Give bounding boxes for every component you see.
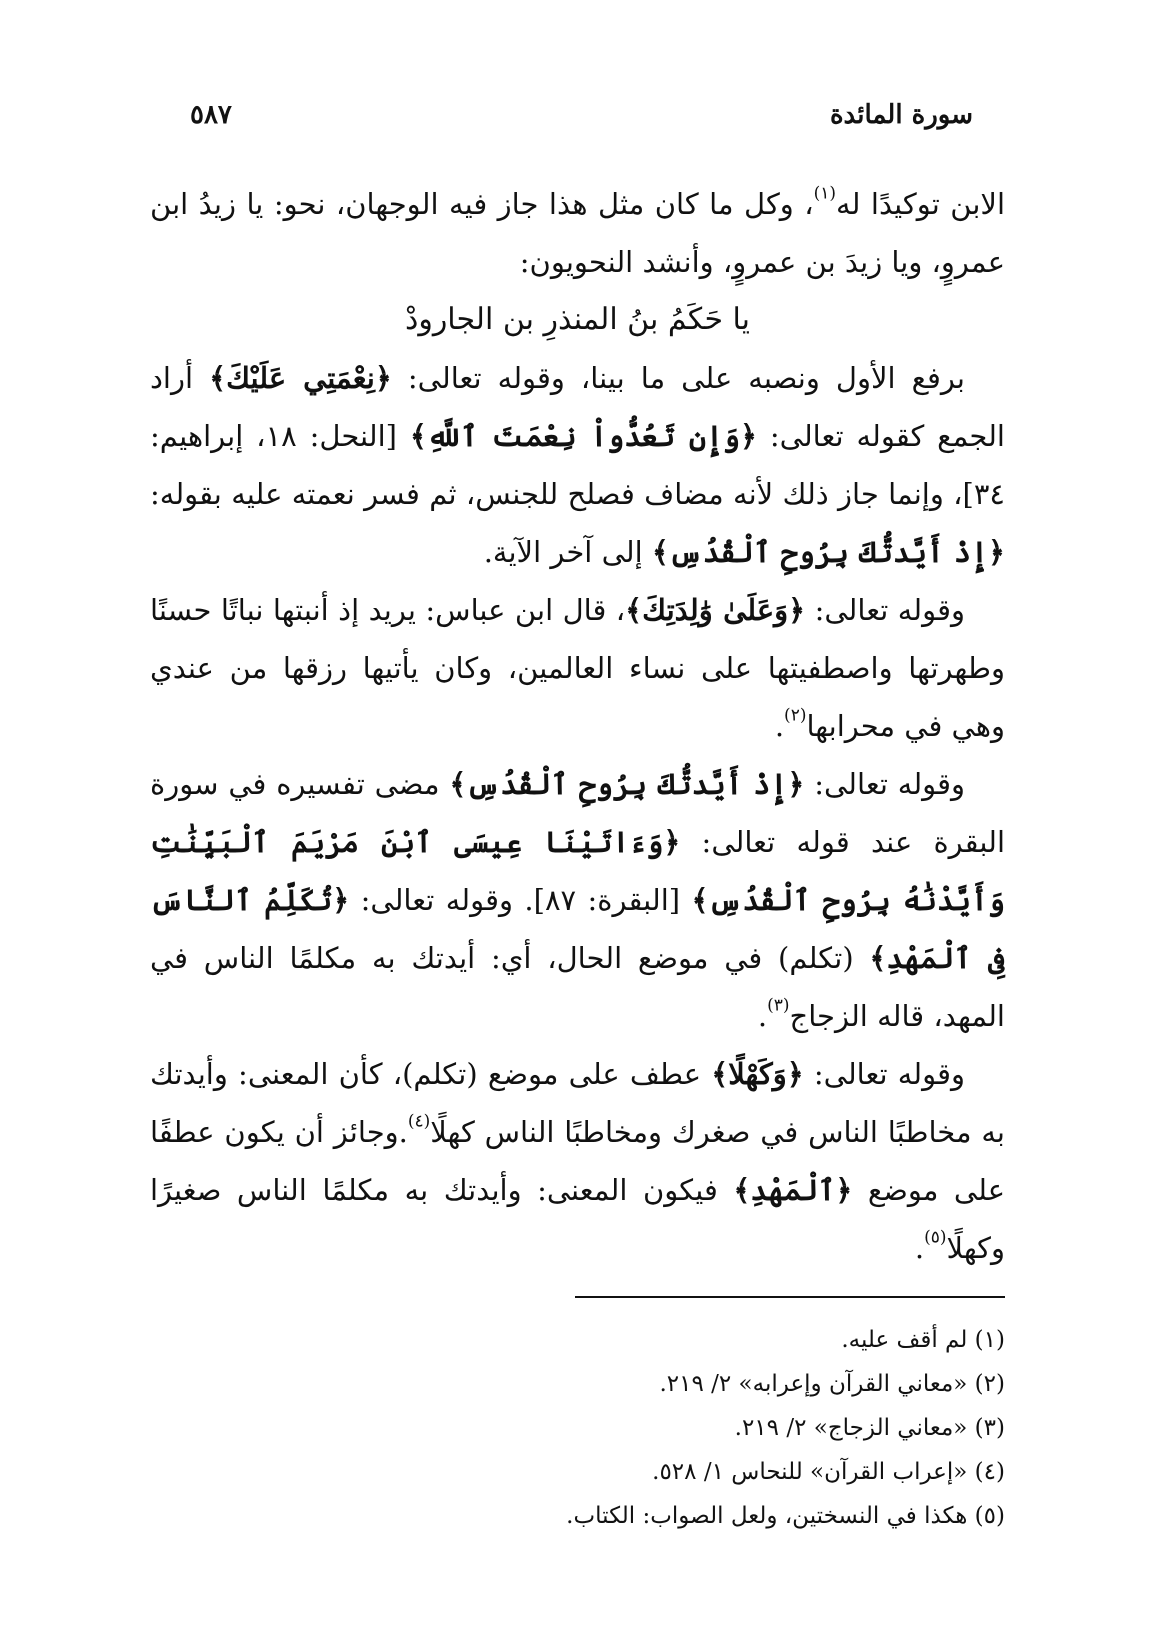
text-run: إلى آخر الآية. [483, 535, 652, 569]
text-run: فيكون المعنى: وأيدتك به مكلمًا الناس صغيرًا وكهلًا [150, 1173, 1005, 1265]
text-run: ، وكل ما كان مثل هذا جاز فيه الوجهان، نحو: يا زيدُ ابن عمروٍ، ويا زيدَ بن عمروٍ، وأنشد النحويون: [150, 187, 1005, 279]
paragraph-3 [150, 581, 1005, 755]
quran-quote: ﴿إِذْ أَيَّدتُّكَ بِرُوحِ ٱلْقُدُسِ﴾ [449, 767, 805, 801]
footnote-5: (٥) هكذا في النسختين، ولعل الصواب: الكتاب. [566, 1503, 1005, 1529]
text-run: [البقرة: ٨٧]. وقوله تعالى: [349, 883, 692, 917]
page-header [190, 100, 973, 140]
quran-quote: ﴿ٱلْمَهْدِ﴾ [733, 1173, 853, 1207]
quran-quote: ﴿إِذْ أَيَّدتُّكَ بِرُوحِ ٱلْقُدُسِ﴾ [651, 535, 1005, 569]
page-number: ٥٨٧ [190, 100, 232, 130]
surah-title: سورة المائدة [829, 100, 973, 130]
quran-quote: ﴿وَعَلَىٰ وَٰلِدَتِكَ﴾ [625, 593, 806, 627]
text-run: عطف على موضع (تكلم)، كأن المعنى: وأيدتك به مخاطبًا الناس في صغرك ومخاطبًا الناس كهلًا [150, 1057, 1005, 1149]
paragraph-4 [150, 755, 1005, 1045]
footnote-2: (٢) «معاني القرآن وإعرابه» ٢/ ٢١٩. [659, 1371, 1005, 1397]
text-run: برفع الأول ونصبه على ما بينا، وقوله تعالى: [391, 361, 965, 395]
text-run: أراد الجمع كقوله تعالى: [150, 361, 1005, 453]
main-text [150, 175, 1005, 1277]
footnote-ref: (٢) [784, 705, 807, 726]
text-run: وقوله تعالى: [804, 767, 966, 801]
quran-quote: ﴿تُكَلِّمُ ٱلنَّاسَ فِى ٱلْمَهْدِ﴾ [150, 883, 1005, 975]
footnote-1: (١) لم أقف عليه. [841, 1327, 1005, 1353]
quran-quote: ﴿وَكَهْلًا﴾ [711, 1057, 804, 1091]
text-run: الابن توكيدًا له [836, 187, 1006, 221]
text-run: . [914, 1231, 925, 1265]
poetry-verse: يا حَكَمُ بنُ المنذرِ بن الجارودْ [404, 302, 751, 337]
text-run: . [757, 999, 768, 1033]
quran-quote: ﴿وَءَاتَيْنَا عِيسَى ٱبْنَ مَرْيَمَ ٱلْبَيِّنَٰتِ وَأَيَّدْنَٰهُ بِرُوحِ ٱلْقُدُسِ﴾ [150, 825, 1005, 917]
footnote-divider [575, 1296, 1005, 1298]
footnote-4: (٤) «إعراب القرآن» للنحاس ١/ ٥٢٨. [652, 1459, 1005, 1485]
text-run: (تكلم) في موضع الحال، أي: أيدتك به مكلمًا الناس في المهد، قاله الزجاج [150, 941, 1005, 1033]
text-run: مضى تفسيره في سورة البقرة عند قوله تعالى: [150, 767, 1005, 859]
text-run: وقوله تعالى: [803, 1057, 965, 1091]
footnotes [200, 1318, 1005, 1538]
paragraph-1 [150, 175, 1005, 291]
text-run: ، قال ابن عباس: يريد إذ أنبتها نباتًا حسنًا وطهرتها واصطفيتها على نساء العالمين، وكان يأتيها رزقها من عندي وهي في محرابها [150, 593, 1005, 743]
quran-quote: ﴿نِعْمَتِي عَلَيْكَ﴾ [209, 361, 392, 395]
paragraph-5 [150, 1045, 1005, 1277]
footnote-ref: (٣) [767, 995, 790, 1016]
footnote-3: (٣) «معاني الزجاج» ٢/ ٢١٩. [734, 1415, 1005, 1441]
footnote-ref: (٥) [924, 1227, 947, 1248]
footnote-ref: (١) [813, 183, 837, 204]
footnote-ref: (٤) [407, 1111, 431, 1132]
text-run: وقوله تعالى: [805, 593, 965, 627]
text-run: [النحل: ١٨، إبراهيم: ٣٤]، وإنما جاز ذلك لأنه مضاف فصلح للجنس، ثم فسر نعمته عليه بقوله: [150, 419, 1005, 511]
text-run: . [774, 709, 785, 743]
text-run: .وجائز أن يكون عطفًا على موضع [150, 1115, 1005, 1207]
paragraph-2 [150, 349, 1005, 581]
quran-quote: ﴿وَإِن تَعُدُّواْ نِعْمَتَ ٱللَّهِ﴾ [409, 419, 758, 453]
